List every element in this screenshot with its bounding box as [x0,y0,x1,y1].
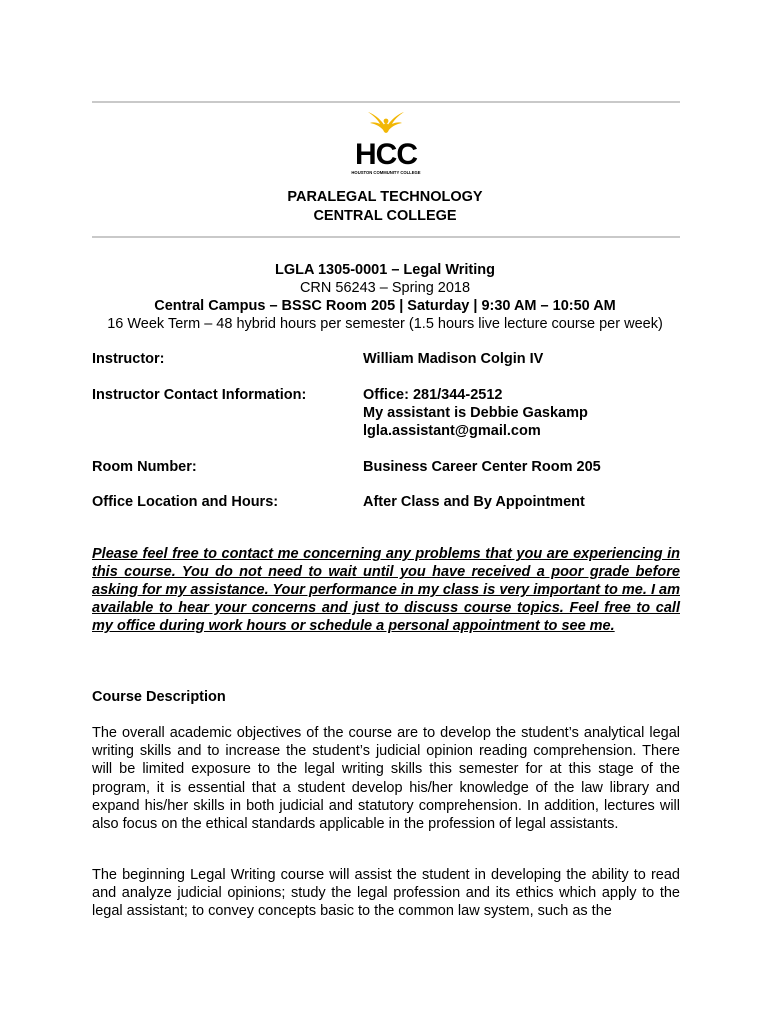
contact-email: lgla.assistant@gmail.com [363,423,541,439]
office-hours-value: After Class and By Appointment [363,494,585,510]
top-divider [92,101,680,103]
header-divider [92,236,680,238]
hcc-logo [338,106,434,178]
svg-text:HCC: HCC [355,138,417,171]
college-name: CENTRAL COLLEGE [313,208,457,224]
course-description-heading: Course Description [92,689,226,705]
course-schedule: Central Campus – BSSC Room 205 | Saturday | 9:30 AM – 10:50 AM [154,298,616,314]
svg-text:HOUSTON COMMUNITY COLLEGE: HOUSTON COMMUNITY COLLEGE [351,170,421,175]
contact-label: Instructor Contact Information: [92,387,307,403]
instructor-name: William Madison Colgin IV [363,351,544,367]
course-title: LGLA 1305-0001 – Legal Writing [275,262,495,278]
course-description-paragraph-2: The beginning Legal Writing course will assist the student in developing the ability to read and analyze judicial opinions; study the legal profession and its ethics which apply to the legal assistant; to convey concepts basic to the common law system, such as the [92,867,680,920]
room-value: Business Career Center Room 205 [363,459,601,475]
course-crn: CRN 56243 – Spring 2018 [299,280,471,296]
hawk-icon [368,112,404,133]
instructor-label: Instructor: [92,351,165,367]
course-description-paragraph: The overall academic objectives of the course are to develop the student’s analytical legal writing skills and to increase the student’s judicial opinion reading comprehension. There will be limited exposure to the legal writing skills this semester for at this stage of the program, it is essential that a student develop his/her knowledge of the law library and expand his/her skills in both judicial and statutory comprehension. In addition, lectures will also focus on the ethical standards applicable in the profession of legal assistants. [92,725,680,833]
program-title: PARALEGAL TECHNOLOGY [287,189,483,205]
contact-notice: Please feel free to contact me concerning any problems that you are experiencing in this course. You do not need to wait until you have received a poor grade before asking for my assistance. Your performance in my class is very important to me. I am available to hear your concerns and just to discuss course topics. Feel free to call my office during work hours or schedule a personal appointment to see me. [92,546,680,634]
office-hours-label: Office Location and Hours: [92,494,279,510]
course-term: 16 Week Term – 48 hybrid hours per semester (1.5 hours live lecture course per week) [107,316,663,332]
contact-office-phone: Office: 281/344-2512 [363,387,503,403]
room-label: Room Number: [92,459,197,475]
contact-assistant: My assistant is Debbie Gaskamp [363,405,588,421]
